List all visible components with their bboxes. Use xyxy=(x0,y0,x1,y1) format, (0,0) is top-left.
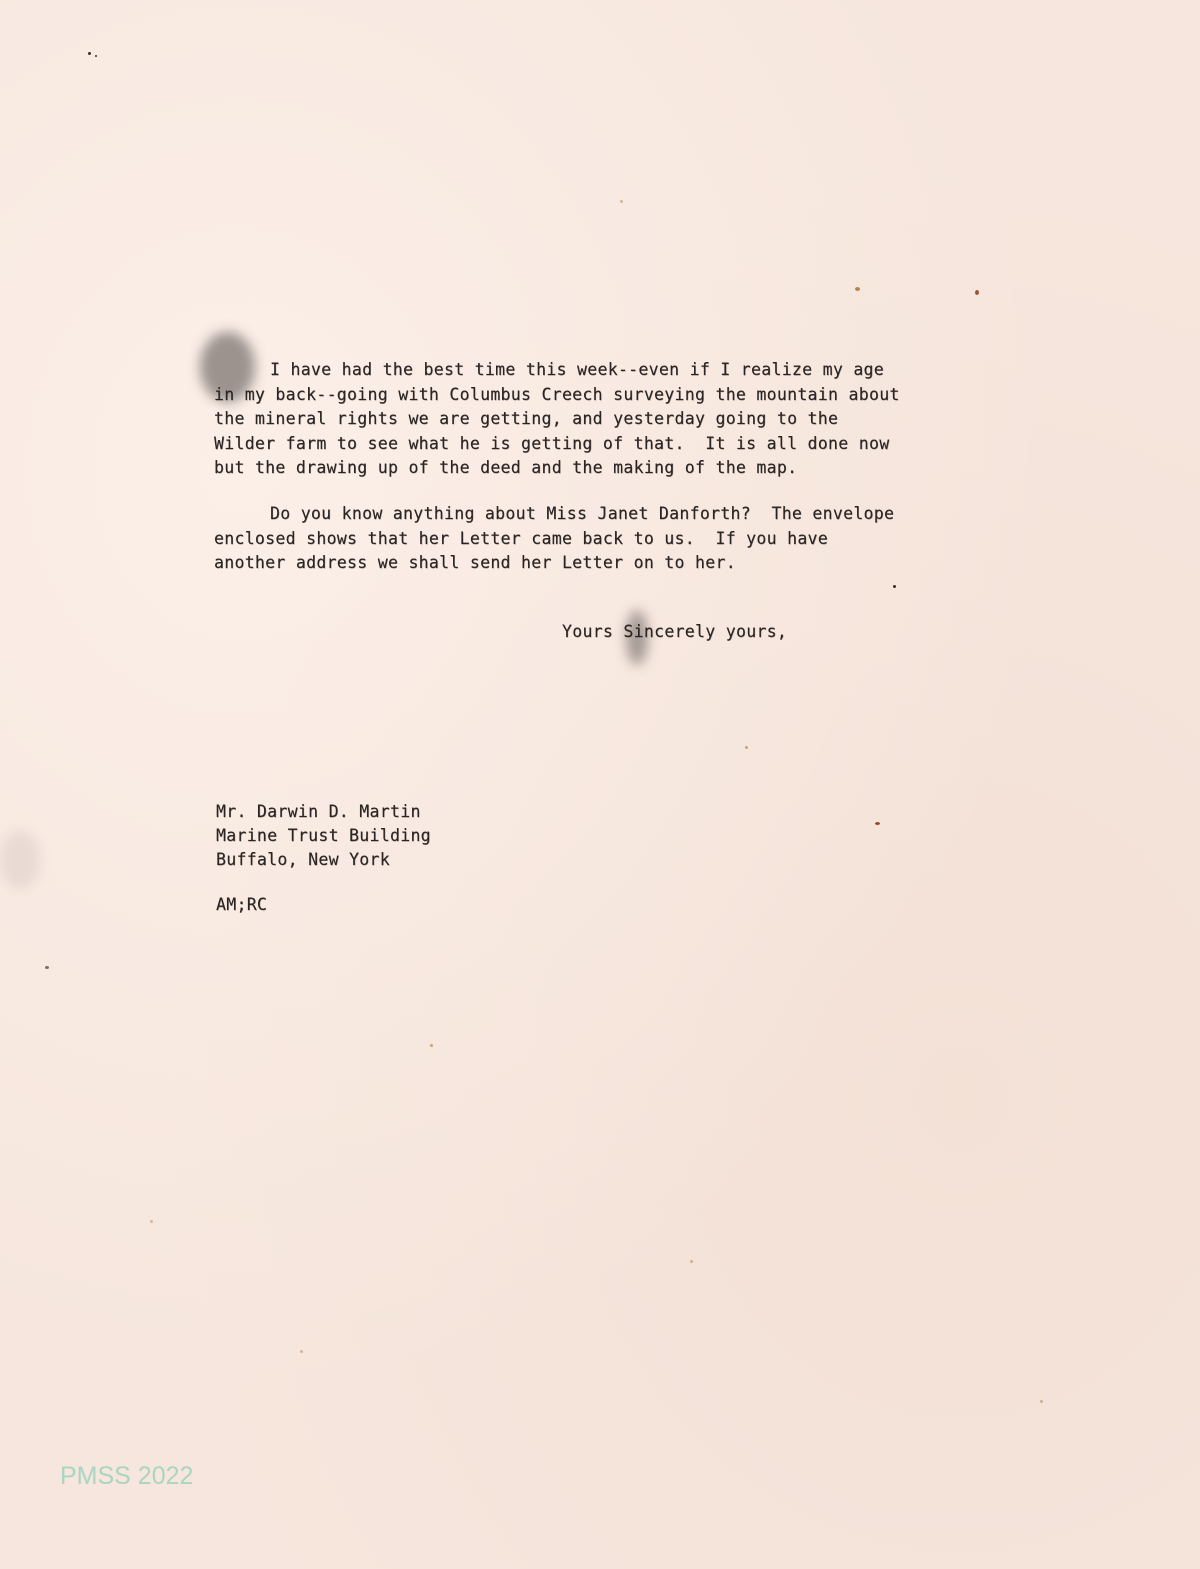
paragraph-1-line-2: in my back--going with Columbus Creech surveying the mountain about xyxy=(214,384,900,404)
letter-paragraph-1 xyxy=(214,358,1034,481)
paper-speck xyxy=(975,290,979,295)
paper-speck xyxy=(893,585,896,588)
reference-initials: AM;RC xyxy=(216,895,268,914)
paper-speck xyxy=(855,287,860,291)
paper-speck xyxy=(620,200,623,203)
paragraph-2-line-3: another address we shall send her Letter on to her. xyxy=(214,553,736,572)
recipient-address xyxy=(216,800,431,872)
paper-speck xyxy=(745,746,748,749)
paper-speck xyxy=(88,52,91,55)
paragraph-2-line-2: enclosed shows that her Letter came back to us. If you have xyxy=(214,528,829,548)
paper-speck xyxy=(1040,1400,1043,1403)
paper-speck xyxy=(690,1260,693,1263)
paragraph-1-line-4: Wilder farm to see what he is getting of that. It is all done now xyxy=(214,433,890,453)
letter-closing: Yours Sincerely yours, xyxy=(562,622,788,641)
paragraph-1-line-3: the mineral rights we are getting, and yesterday going to the xyxy=(214,409,839,428)
paper-speck xyxy=(150,1220,153,1223)
letter-paragraph-2 xyxy=(214,502,1034,576)
paper-speck xyxy=(875,822,880,825)
paragraph-1-line-5: but the drawing up of the deed and the making of the map. xyxy=(214,458,798,477)
recipient-name: Mr. Darwin D. Martin xyxy=(216,802,421,821)
ink-smudge xyxy=(0,830,40,890)
paper-speck xyxy=(45,966,49,969)
recipient-building: Marine Trust Building xyxy=(216,826,431,845)
archive-watermark: PMSS 2022 xyxy=(60,1462,194,1490)
paper-speck xyxy=(430,1044,433,1047)
paragraph-2-line-1: Do you know anything about Miss Janet Danforth? The envelope xyxy=(270,504,895,523)
paper-speck xyxy=(300,1350,303,1353)
paper-speck xyxy=(95,55,97,57)
recipient-city: Buffalo, New York xyxy=(216,850,390,869)
paragraph-1-line-1: I have had the best time this week--even if I realize my age xyxy=(270,360,885,379)
